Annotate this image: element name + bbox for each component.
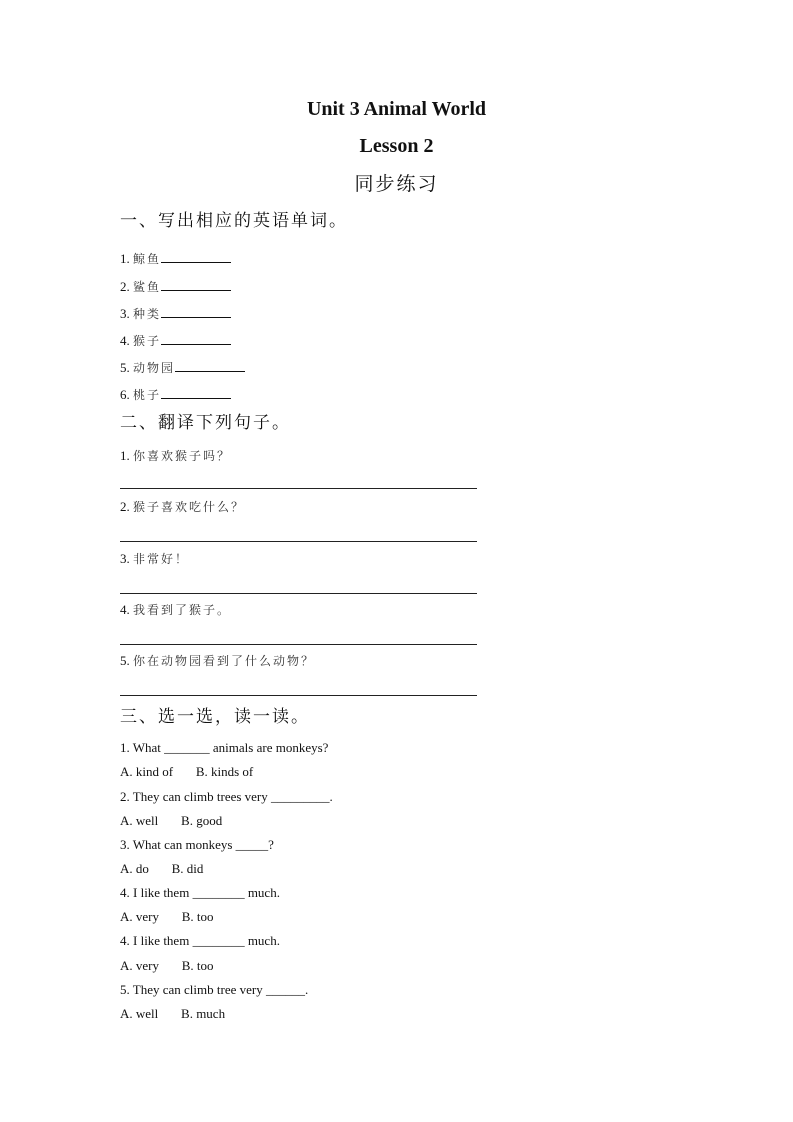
options: A. very B. too <box>120 909 214 924</box>
item-text: 你在动物园看到了什么动物？ <box>133 654 316 668</box>
translate-item <box>120 654 315 667</box>
item-text: 非常好！ <box>133 552 190 566</box>
answer-blank[interactable] <box>161 250 231 263</box>
item-text: 种类 <box>133 307 162 321</box>
item-number: 3. <box>120 306 130 321</box>
subtitle: 同步练习 <box>354 173 439 195</box>
translate-item <box>120 603 231 616</box>
item-number: 5. <box>120 653 130 668</box>
item-number: 5. <box>120 360 130 375</box>
question: 1. What _______ animals are monkeys? <box>120 740 329 755</box>
section1-heading: 一、写出相应的英语单词。 <box>120 211 348 231</box>
vocab-item <box>120 332 231 347</box>
item-number: 4. <box>120 333 130 348</box>
translate-item <box>120 449 231 462</box>
answer-blank[interactable] <box>161 305 231 318</box>
answer-line[interactable] <box>120 695 477 696</box>
item-text: 桃子 <box>133 388 162 402</box>
lesson-title: Lesson 2 <box>359 135 434 157</box>
item-number: 1. <box>120 448 130 463</box>
item-text: 你喜欢猴子吗？ <box>133 449 232 463</box>
document-title: Unit 3 Animal World <box>306 98 487 120</box>
item-text: 我看到了猴子。 <box>133 603 232 617</box>
item-text: 猴子 <box>133 334 162 348</box>
vocab-item <box>120 250 231 265</box>
answer-blank[interactable] <box>175 359 245 372</box>
options: A. kind of B. kinds of <box>120 764 254 779</box>
item-text: 鲨鱼 <box>133 280 162 294</box>
item-number: 3. <box>120 551 130 566</box>
translate-item <box>120 500 245 513</box>
vocab-item <box>120 278 231 293</box>
section3-heading: 三、选一选，读一读。 <box>120 707 310 727</box>
item-number: 2. <box>120 279 130 294</box>
answer-line[interactable] <box>120 593 477 594</box>
answer-blank[interactable] <box>161 386 231 399</box>
question: 2. They can climb trees very _________. <box>120 789 333 804</box>
answer-line[interactable] <box>120 541 477 542</box>
vocab-item <box>120 386 231 401</box>
item-text: 鲸鱼 <box>133 252 162 266</box>
section2-heading: 二、翻译下列句子。 <box>120 413 291 433</box>
question: 4. I like them ________ much. <box>120 885 280 900</box>
item-text: 猴子喜欢吃什么？ <box>133 500 246 514</box>
item-number: 4. <box>120 602 130 617</box>
options: A. do B. did <box>120 861 204 876</box>
options: A. well B. good <box>120 813 223 828</box>
item-text: 动物园 <box>133 361 176 375</box>
options: A. very B. too <box>120 958 214 973</box>
item-number: 6. <box>120 387 130 402</box>
question: 5. They can climb tree very ______. <box>120 982 309 997</box>
answer-line[interactable] <box>120 644 477 645</box>
item-number: 1. <box>120 251 130 266</box>
options: A. well B. much <box>120 1006 226 1021</box>
answer-blank[interactable] <box>161 278 231 291</box>
translate-item <box>120 552 189 565</box>
answer-line[interactable] <box>120 488 477 489</box>
vocab-item <box>120 359 245 374</box>
question: 3. What can monkeys _____? <box>120 837 274 852</box>
vocab-item <box>120 305 231 320</box>
item-number: 2. <box>120 499 130 514</box>
question: 4. I like them ________ much. <box>120 933 280 948</box>
answer-blank[interactable] <box>161 332 231 345</box>
